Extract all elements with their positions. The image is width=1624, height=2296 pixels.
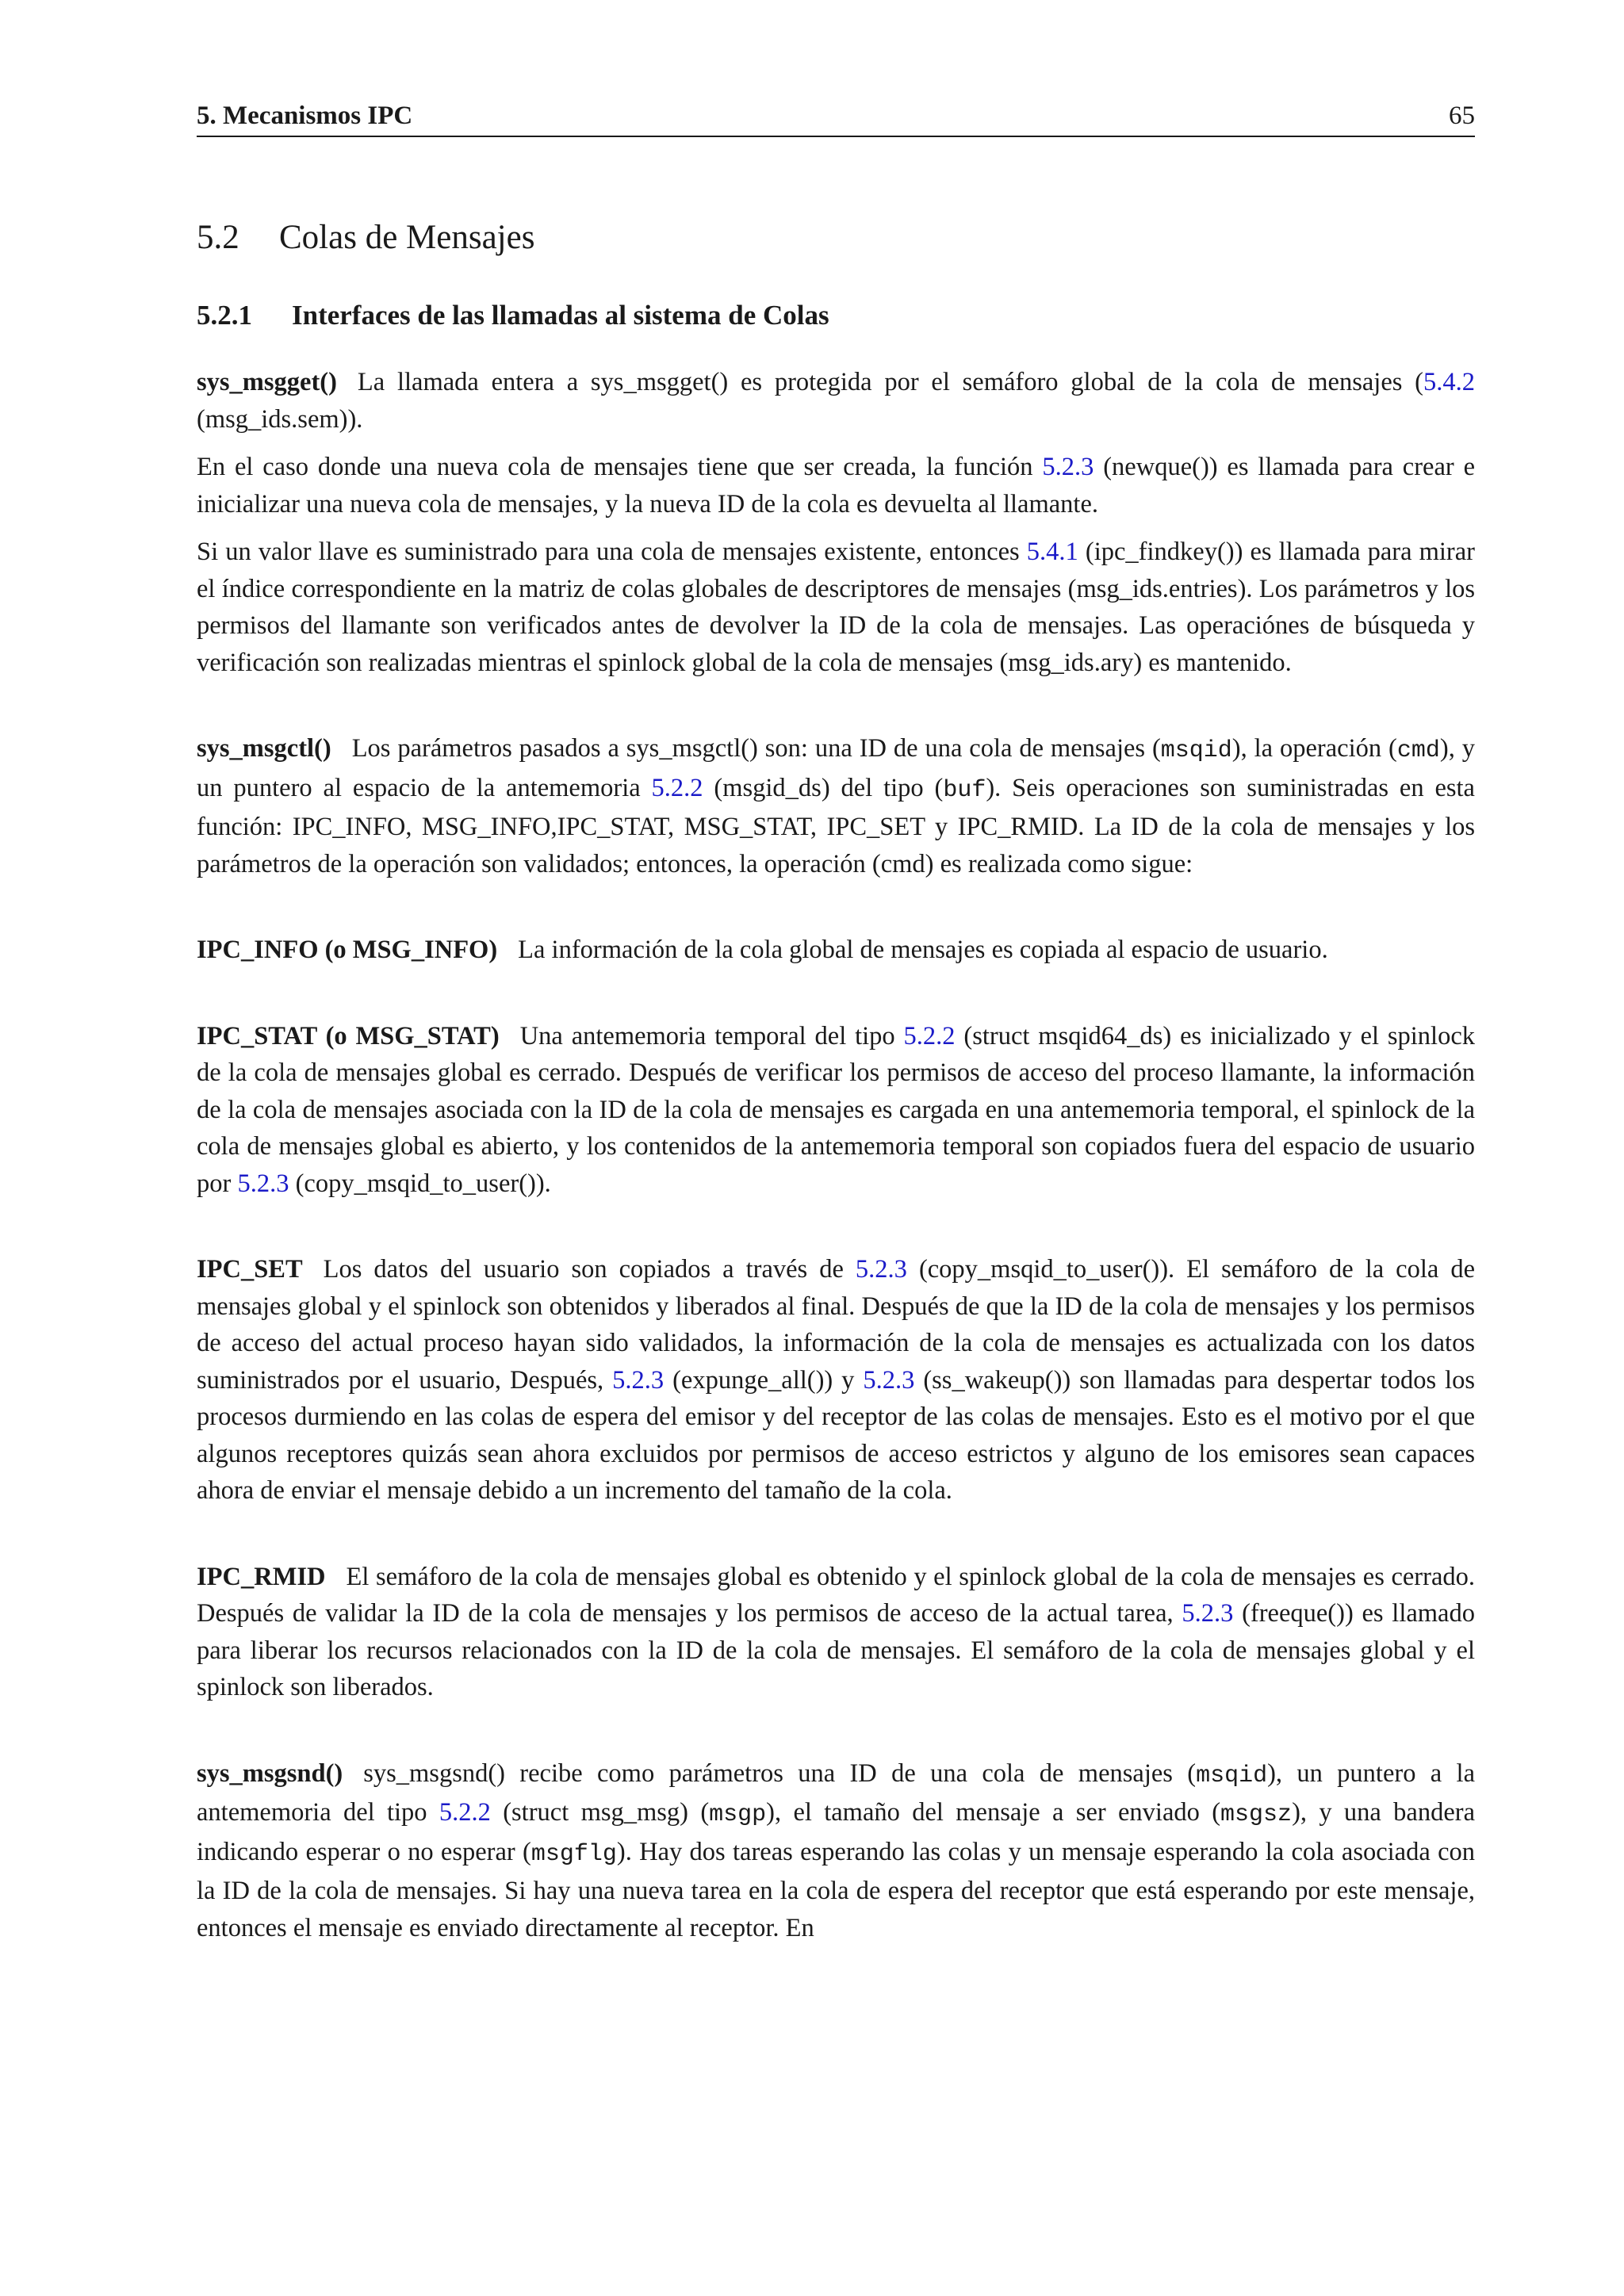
cross-reference-link[interactable]: 5.2.2: [651, 773, 703, 802]
running-header: [197, 101, 1475, 137]
code-identifier: msgsz: [1220, 1801, 1293, 1828]
paragraph-msgsnd: [197, 1755, 1475, 1947]
paragraph-ipc-info: [197, 932, 1475, 969]
text-run: (copy_msqid_to_user()).: [289, 1169, 551, 1198]
paragraph-lead: IPC_SET: [197, 1255, 303, 1284]
text-run: ), la operación (: [1231, 734, 1397, 763]
subsection-number: 5.2.1: [197, 300, 252, 331]
text-run: Si un valor llave es suministrado para una cola de mensajes existente, entonces: [197, 538, 1027, 566]
text-run: (ipc_findkey()) es llamada para mirar el índice correspondiente en la matriz de colas globales de descriptores de mensajes (msg_ids.entries). Los parámetros y los permisos del llamante son verificados antes de devolver la ID de la cola de mensajes. Las operaciónes de búsqueda y verificación son realizadas mientras el spinlock global de la cola de mensajes (msg_ids.ary) es mantenido.: [197, 538, 1475, 677]
text-run: (struct msqid64_ds) es inicializado y el spinlock de la cola de mensajes global es cerrado. Después de verificar los permisos de acceso del proceso llamante, la información de la cola de mensajes asociada con la ID de la cola de mensajes es cargada en una antememoria temporal, el spinlock de la cola de mensajes global es abierto, y los contenidos de la antememoria temporal son copiados fuera del espacio de usuario por: [197, 1021, 1476, 1198]
text-run: La llamada entera a sys_msgget() es protegida por el semáforo global de la cola de mensajes (: [357, 368, 1423, 396]
text-run: La información de la cola global de mensajes es copiada al espacio de usuario.: [518, 936, 1328, 964]
section-heading: [197, 210, 1475, 266]
paragraph-ipc-set: [197, 1251, 1475, 1510]
text-run: El semáforo de la cola de mensajes global es obtenido y el spinlock global de la cola de mensajes es cerrado. Después de validar la ID de la cola de mensajes y los permisos de acceso de la actual tarea,: [197, 1562, 1475, 1628]
paragraph-lead: sys_msgctl(): [197, 734, 331, 763]
paragraph-newque: [197, 449, 1475, 522]
code-identifier: msgflg: [530, 1840, 617, 1868]
text-run: ), un puntero a la antememoria del tipo: [197, 1758, 1475, 1827]
cross-reference-link[interactable]: 5.4.2: [1423, 368, 1475, 396]
text-run: (expunge_all()) y: [664, 1365, 864, 1395]
subsection-title: Interfaces de las llamadas al sistema de Colas: [292, 300, 829, 331]
paragraph-lead: IPC_STAT (o MSG_STAT): [197, 1021, 500, 1050]
text-run: En el caso donde una nueva cola de mensajes tiene que ser creada, la función: [197, 453, 1043, 481]
paragraph-findkey: [197, 534, 1475, 681]
paragraph-ipc-rmid: [197, 1559, 1475, 1706]
text-run: ), el tamaño del mensaje a ser enviado (: [766, 1798, 1221, 1827]
code-identifier: msqid: [1160, 737, 1232, 764]
text-run: ), y una bandera indicando esperar o no esperar (: [197, 1798, 1476, 1866]
chapter-title: 5. Mecanismos IPC: [197, 101, 413, 130]
paragraph-lead: IPC_INFO (o MSG_INFO): [197, 936, 498, 964]
text-run: Los datos del usuario son copiados a través de: [323, 1255, 856, 1284]
paragraph-lead: sys_msgsnd(): [197, 1758, 343, 1788]
text-run: (newque()) es llamada para crear e inicializar una nueva cola de mensajes, y la nueva ID de la cola es devuelta al llamante.: [197, 453, 1475, 519]
text-run: Los parámetros pasados a sys_msgctl() son: una ID de una cola de mensajes (: [351, 734, 1161, 763]
cross-reference-link[interactable]: 5.2.2: [439, 1798, 491, 1827]
cross-reference-link[interactable]: 5.2.3: [237, 1169, 289, 1198]
paragraph-msgctl: [197, 730, 1475, 882]
text-run: (msg_ids.sem)).: [197, 404, 363, 434]
code-identifier: buf: [943, 776, 986, 804]
section-number: 5.2: [197, 219, 239, 256]
text-run: (struct msg_msg) (: [490, 1798, 710, 1827]
section-title: Colas de Mensajes: [279, 219, 535, 256]
text-run: ), y un puntero al espacio de la antememoria: [197, 734, 1475, 802]
cross-reference-link[interactable]: 5.2.2: [903, 1021, 956, 1050]
text-run: (freeque()) es llamado para liberar los recursos relacionados con la ID de la cola de mensajes. El semáforo de la cola de mensajes global y el spinlock son liberados.: [197, 1599, 1475, 1701]
page-number: 65: [1449, 101, 1475, 130]
page-body: [197, 210, 1475, 1946]
text-run: ). Hay dos tareas esperando las colas y un mensaje esperando la cola asociada con la ID de la cola de mensajes. Si hay una nueva tarea en la cola de espera del receptor que está esperando por este mensaje, entonces el mensaje es enviado directamente al receptor. En: [197, 1837, 1475, 1942]
cross-reference-link[interactable]: 5.2.3: [612, 1365, 665, 1395]
code-identifier: msgp: [709, 1801, 767, 1828]
cross-reference-link[interactable]: 5.4.1: [1026, 538, 1078, 566]
text-run: (ss_wakeup()) son llamadas para despertar todos los procesos durmiendo en las colas de espera del emisor y del receptor de las colas de mensajes. Esto es el motivo por el que algunos receptores quizás sean ahora excluidos por permisos de acceso estrictos y alguno de los emisores sean capaces ahora de enviar el mensaje debido a un incremento del tamaño de la cola.: [197, 1365, 1475, 1505]
paragraph-lead: IPC_RMID: [197, 1562, 326, 1591]
paragraph-msgget: [197, 364, 1475, 438]
code-identifier: cmd: [1396, 737, 1440, 764]
paragraph-ipc-stat: [197, 1018, 1475, 1203]
cross-reference-link[interactable]: 5.2.3: [1182, 1599, 1234, 1628]
cross-reference-link[interactable]: 5.2.3: [855, 1255, 907, 1284]
subsection-heading: [197, 296, 1475, 335]
cross-reference-link[interactable]: 5.2.3: [863, 1365, 915, 1395]
text-run: Una antememoria temporal del tipo: [519, 1021, 904, 1050]
code-identifier: msqid: [1196, 1762, 1268, 1789]
text-run: (msgid_ds) del tipo (: [703, 773, 944, 802]
cross-reference-link[interactable]: 5.2.3: [1042, 453, 1094, 481]
text-run: sys_msgsnd() recibe como parámetros una ID de una cola de mensajes (: [363, 1758, 1197, 1788]
text-run: ). Seis operaciones son suministradas en esta función: IPC_INFO, MSG_INFO,IPC_STAT, MSG_STAT, IPC_SET y IPC_RMID. La ID de la cola de mensajes y los parámetros de la operación son validados; entonces, la operación (cmd) es realizada como sigue:: [197, 773, 1475, 878]
paragraph-lead: sys_msgget(): [197, 368, 337, 396]
text-run: (copy_msqid_to_user()). El semáforo de la cola de mensajes global y el spinlock son obtenidos y liberados al final. Después de que la ID de la cola de mensajes y los permisos de acceso del actual proceso hayan sido validados, la información de la cola de mensajes es actualizada con los datos suministrados por el usuario, Después,: [197, 1255, 1475, 1395]
